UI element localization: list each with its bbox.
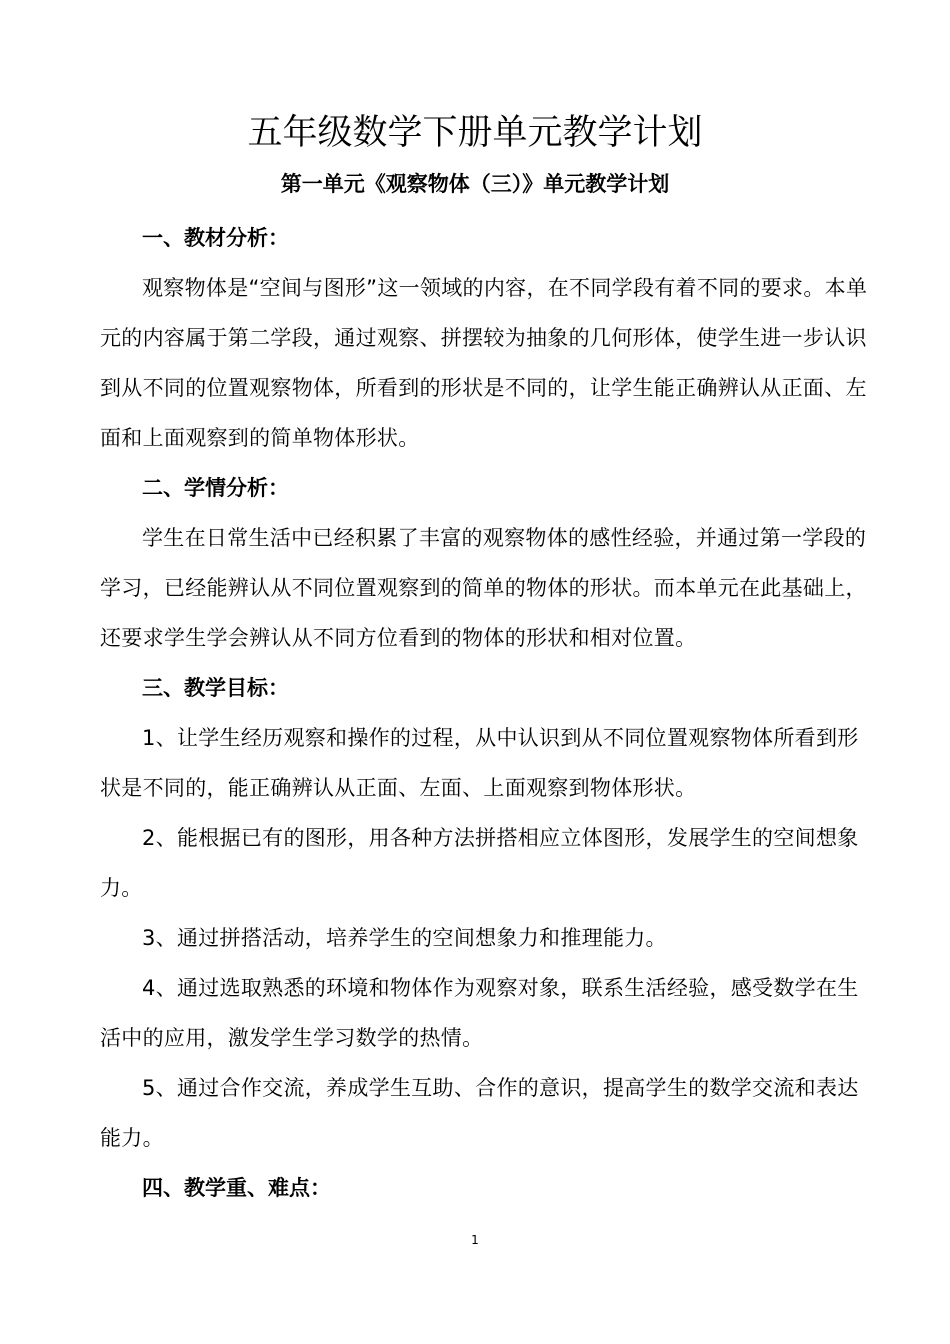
- teaching-goal-item: 2、能根据已有的图形，用各种方法拼搭相应立体图形，发展学生的空间想象力。: [100, 826, 859, 900]
- section-heading-material-analysis: 一、教材分析：: [142, 226, 289, 250]
- document-title: 五年级数学下册单元教学计划: [247, 113, 703, 153]
- teaching-goal-item: 5、通过合作交流，养成学生互助、合作的意识，提高学生的数学交流和表达能力。: [100, 1076, 859, 1150]
- section-heading-teaching-goals: 三、教学目标：: [142, 676, 289, 700]
- paragraph-student-analysis: 学生在日常生活中已经积累了丰富的观察物体的感性经验，并通过第一学段的学习，已经能辨认从不同位置观察到的简单的物体的形状。而本单元在此基础上，还要求学生学会辨认从不同方位看到的物体的形状和相对位置。: [100, 526, 867, 650]
- teaching-goal-item: 4、通过选取熟悉的环境和物体作为观察对象，联系生活经验，感受数学在生活中的应用，激发学生学习数学的热情。: [100, 976, 859, 1050]
- paragraph-material-analysis: 观察物体是“空间与图形”这一领域的内容，在不同学段有着不同的要求。本单元的内容属于第二学段，通过观察、拼摆较为抽象的几何形体，使学生进一步认识到从不同的位置观察物体，所看到的形状是不同的，让学生能正确辨认从正面、左面和上面观察到的简单物体形状。: [100, 276, 868, 450]
- section-heading-key-points: 四、教学重、难点：: [142, 1176, 331, 1200]
- section-heading-student-analysis: 二、学情分析：: [142, 476, 289, 500]
- page-number: 1: [471, 1233, 479, 1247]
- teaching-goal-item: 3、通过拼搭活动，培养学生的空间想象力和推理能力。: [142, 926, 667, 950]
- unit-subtitle: 第一单元《观察物体（三）》单元教学计划: [280, 172, 670, 196]
- document-body: [100, 213, 870, 1213]
- teaching-goal-item: 1、让学生经历观察和操作的过程，从中认识到从不同位置观察物体所看到形状是不同的，能正确辨认从正面、左面、上面观察到物体形状。: [100, 726, 859, 800]
